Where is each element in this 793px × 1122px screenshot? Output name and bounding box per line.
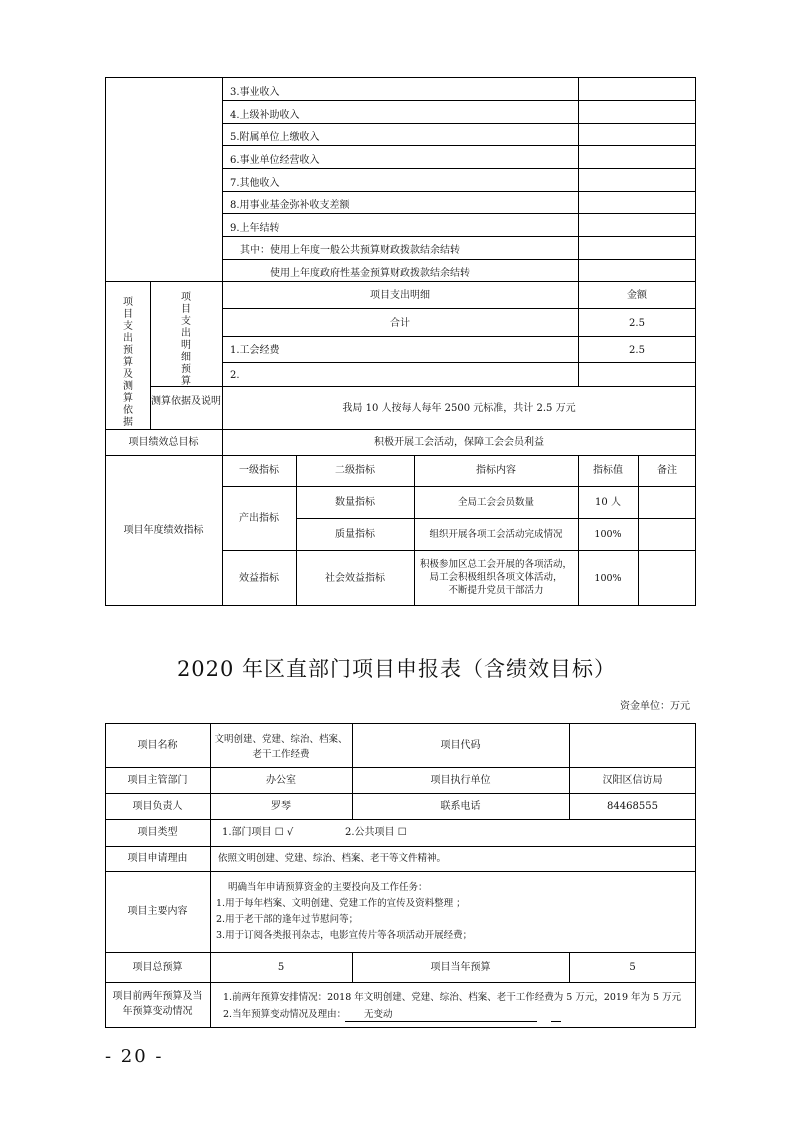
total-budget: 5 [277,962,285,973]
indicator-header: 二级指标 [335,465,375,476]
income-item: 6.事业单位经营收入 [230,155,320,166]
detail-row-name: 合计 [390,318,410,329]
prior-change-value: 无变动 [364,1009,393,1020]
owner-label: 项目负责人 [132,801,183,812]
income-item: 其中：使用上年度一般公共预算财政拨款结余结转 [240,245,460,256]
prior-label: 项目前两年预算及当 [112,991,203,1002]
project-name: 老干工作经费 [252,749,310,760]
expense-group-label: 项目支出预算及测算依据 [123,297,133,428]
phone: 84468555 [607,801,658,812]
type-option-dept[interactable]: 1.部门项目 ☐ √ [222,827,294,838]
prior-label: 年预算变动情况 [122,1006,193,1017]
project-name-label: 项目名称 [137,740,178,751]
overall-goal: 积极开展工会活动，保障工会会员利益 [374,437,544,448]
income-item: 7.其他收入 [230,178,280,189]
benefit-indicator: 效益指标 [239,573,279,584]
basis-label: 测算依据及说明 [151,396,221,407]
detail-row-amount: 2.5 [629,318,645,329]
indicator-header: 指标内容 [476,465,516,476]
indicator-header: 备注 [657,465,677,476]
quantity-indicator: 数量指标 [335,497,375,508]
current-budget: 5 [629,962,636,973]
prior-change-prefix: 2.当年预算变动情况及理由： [223,1009,347,1020]
dept-label: 项目主管部门 [127,775,188,786]
project-name: 文明创建、党建、综治、档案、 [214,734,348,745]
unit-note: 资金单位：万元 [620,701,690,712]
income-item: 使用上年度政府性基金预算财政拨款结余结转 [270,268,470,279]
detail-row-amount: 2.5 [629,345,645,356]
content-line: 2.用于老干部的逢年过节慰问等； [216,914,359,925]
detail-row-name: 2. [230,370,240,381]
income-item: 4.上级补助收入 [230,110,300,121]
content-line: 明确当年申请预算资金的主要投向及工作任务： [228,882,428,893]
reason: 依照文明创建、党建、综治、档案、老干等文件精神。 [218,853,447,864]
page-number: - 20 - [105,1046,164,1067]
social-indicator: 社会效益指标 [325,573,385,584]
total-label: 项目总预算 [132,962,183,973]
type-option-public[interactable]: 2.公共项目 ☐ [345,827,407,838]
prior-history: 1.前两年预算安排情况：2018 年文明创建、党建、综治、档案、老干工作经费为 5 万元，2019 年为 5 万元 [223,992,682,1003]
quality-content: 组织开展各项工会活动完成情况 [429,529,563,540]
basis-text: 我局 10 人按每人每年 2500 元标准，共计 2.5 万元 [342,403,576,414]
quantity-value: 10 人 [595,497,621,508]
header-amount: 金额 [627,290,647,301]
header-item: 项目支出明细 [370,290,430,301]
social-content: 积极参加区总工会开展的各项活动， [419,559,572,570]
quantity-content: 全局工会会员数量 [457,497,534,508]
annual-label: 项目年度绩效指标 [123,525,204,536]
project-code-label: 项目代码 [440,740,481,751]
type-label: 项目类型 [137,827,178,838]
income-item: 9.上年结转 [230,223,280,234]
detail-label: 项目支出明细预算 [181,292,191,387]
quality-value: 100% [594,529,622,540]
exec-unit: 汉阳区信访局 [602,775,663,786]
detail-row-name: 1.工会经费 [230,345,280,356]
content-line: 3.用于订阅各类报刊杂志，电影宣传片等各项活动开展经费； [216,930,473,941]
income-item: 5.附属单位上缴收入 [230,132,320,143]
social-value: 100% [594,573,622,584]
income-item: 3.事业收入 [230,87,280,98]
output-indicator: 产出指标 [239,513,279,524]
overall-goal-label: 项目绩效总目标 [128,437,199,448]
dept: 办公室 [266,775,296,786]
phone-label: 联系电话 [440,801,481,812]
social-content: 不断提升党员干部活力 [448,585,544,596]
current-label: 项目当年预算 [430,962,491,973]
quality-indicator: 质量指标 [335,529,375,540]
reason-label: 项目申请理由 [127,853,188,864]
owner: 罗琴 [271,801,291,812]
social-content: 局工会积极组织各项文体活动， [429,572,563,583]
exec-label: 项目执行单位 [430,775,491,786]
income-item: 8.用事业基金弥补收支差额 [230,200,350,211]
content-label: 项目主要内容 [127,906,188,917]
indicator-header: 一级指标 [239,465,279,476]
form-title: 2020 年区直部门项目申报表（含绩效目标） [176,657,617,681]
indicator-header: 指标值 [593,465,623,476]
content-line: 1.用于每年档案、文明创建、党建工作的宣传及资料整理 ； [216,898,466,909]
